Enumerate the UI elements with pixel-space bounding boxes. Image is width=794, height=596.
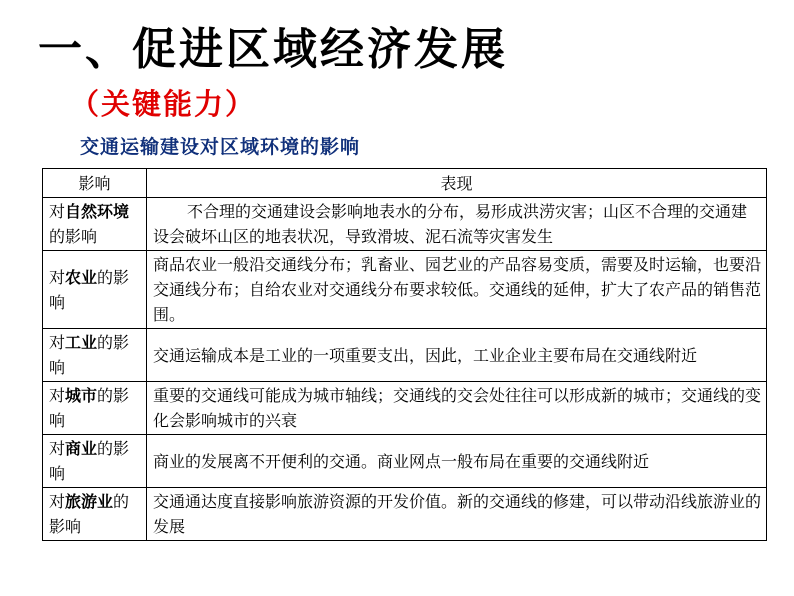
description-cell (147, 251, 767, 329)
description-cell (147, 488, 767, 541)
header-impact: 影响 (43, 169, 147, 198)
description-cell (147, 198, 767, 251)
aspect-suffix: 的影响 (49, 227, 98, 246)
aspect-keyword: 商业 (65, 439, 98, 458)
aspect-prefix: 对 (49, 267, 66, 287)
aspect-cell (43, 382, 147, 435)
description-cell (147, 329, 767, 382)
description-cell (147, 435, 767, 488)
header-manifestation: 表现 (147, 169, 767, 198)
description-text: 不合理的交通建设会影响地表水的分布，易形成洪涝灾害；山区不合理的交通建设会破坏山区的地表状况，导致滑坡、泥石流等灾害发生 (153, 202, 748, 246)
aspect-suffix: 的影响 (49, 333, 130, 377)
aspect-prefix: 对 (49, 202, 66, 221)
description-text: 商品农业一般沿交通线分布；乳畜业、园艺业的产品容易变质，需要及时运输，也要沿交通线分布；自给农业对交通线分布要求较低。交通线的延伸，扩大了农产品的销售范围。 (153, 255, 762, 324)
table-row-tourism (43, 488, 767, 541)
description-cell (147, 382, 767, 435)
table-caption: 交通运输建设对区域环境的影响 (80, 136, 361, 158)
table-row-industry (43, 329, 767, 382)
description-text: 商业的发展离不开便利的交通。商业网点一般布局在重要的交通线附近 (153, 451, 650, 471)
aspect-prefix: 对 (49, 439, 66, 458)
aspect-cell (43, 329, 147, 382)
aspect-prefix: 对 (49, 386, 66, 405)
aspect-suffix: 的影响 (49, 492, 130, 536)
table-row-agriculture (43, 251, 767, 329)
page-title: 一、促进区域经济发展 (38, 24, 508, 75)
table-row-nature (43, 198, 767, 251)
aspect-cell (43, 435, 147, 488)
section-subtitle: （关键能力） (70, 87, 257, 121)
description-text: 交通通达度直接影响旅游资源的开发价值。新的交通线的修建，可以带动沿线旅游业的发展 (153, 492, 762, 536)
aspect-suffix: 的影响 (49, 386, 130, 430)
table-header-row (43, 169, 767, 198)
aspect-cell (43, 488, 147, 541)
aspect-suffix: 的影响 (49, 439, 130, 483)
table-row-commerce (43, 435, 767, 488)
impact-table (42, 168, 767, 541)
aspect-keyword: 城市 (65, 386, 98, 405)
aspect-prefix: 对 (49, 492, 66, 511)
table-row-city (43, 382, 767, 435)
aspect-cell (43, 251, 147, 329)
aspect-keyword: 农业 (65, 267, 98, 287)
aspect-keyword: 工业 (65, 333, 98, 352)
description-text: 交通运输成本是工业的一项重要支出，因此，工业企业主要布局在交通线附近 (153, 345, 698, 365)
description-text: 重要的交通线可能成为城市轴线；交通线的交会处往往可以形成新的城市；交通线的变化会影响城市的兴衰 (153, 386, 762, 430)
aspect-prefix: 对 (49, 333, 66, 352)
aspect-cell (43, 198, 147, 251)
aspect-suffix: 的影响 (49, 267, 130, 312)
aspect-keyword: 自然环境 (65, 202, 130, 221)
aspect-keyword: 旅游业 (65, 492, 114, 511)
